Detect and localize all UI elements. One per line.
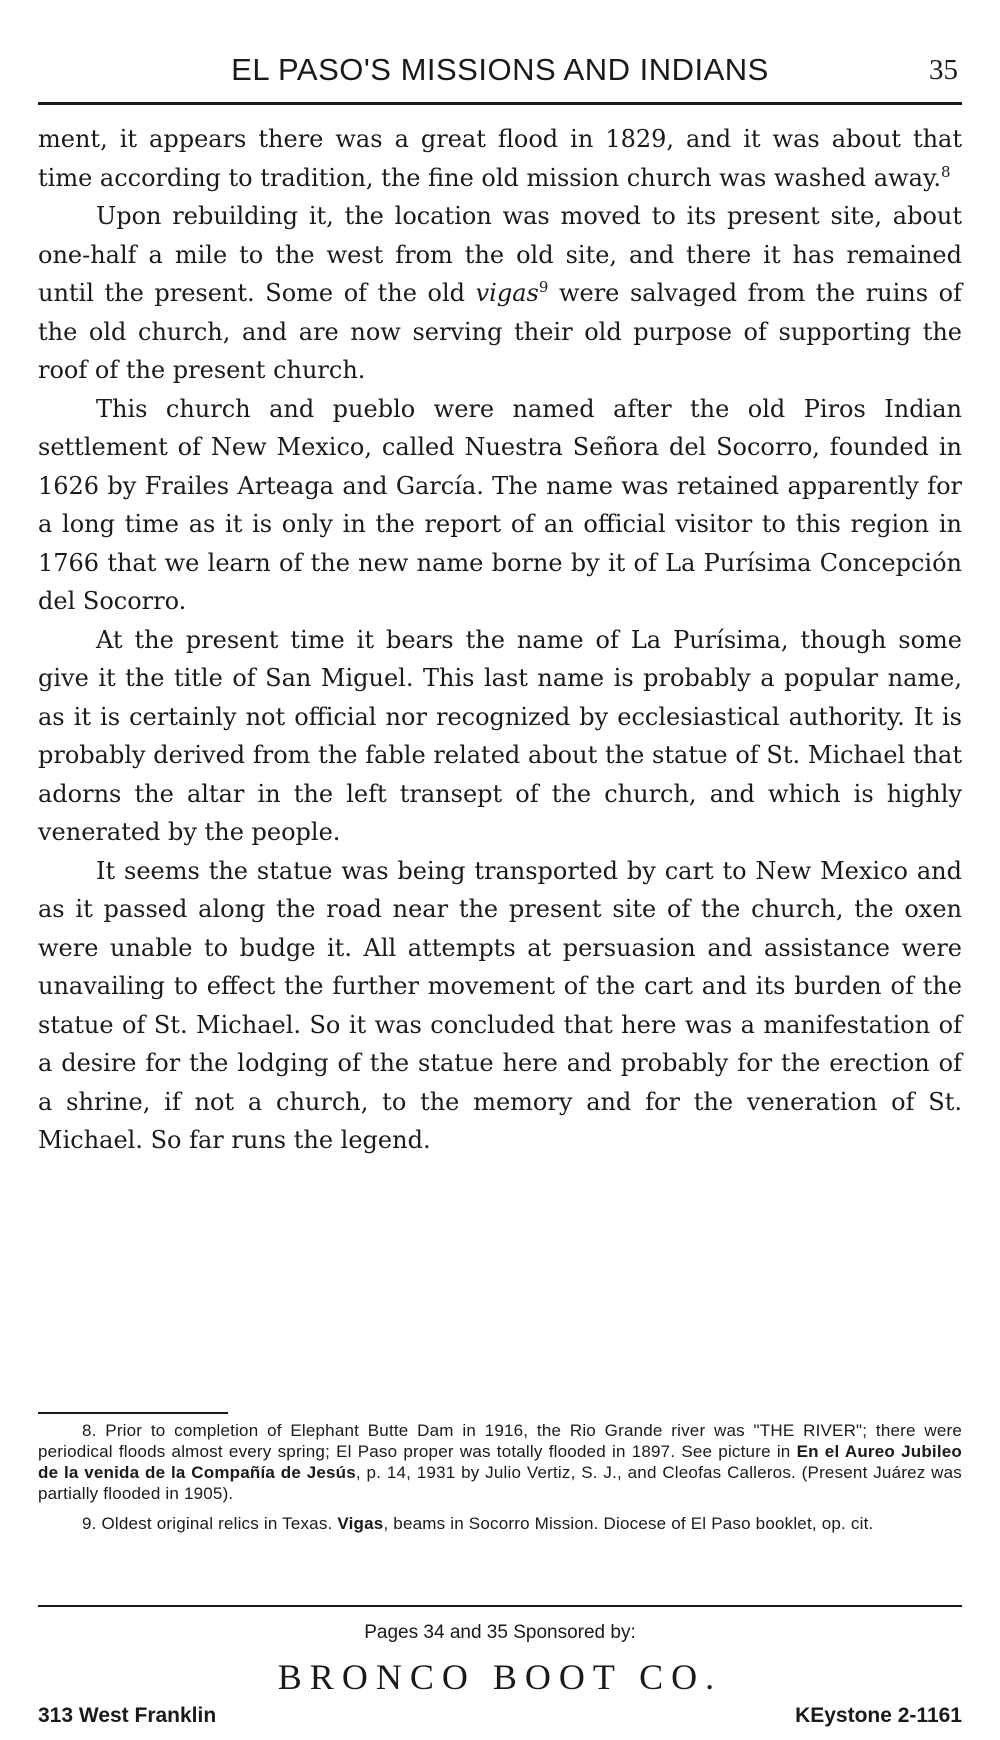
paragraph-4: At the present time it bears the name of La Purísima, though some give it the title of San Miguel. This last name is probably a popular name, as it is certainly not official nor recognized by ecclesiastical authority. It is probably derived from the fable related about the statue of St. Michael that adorns the altar in the left transept of the church, and which is highly venerated by the people. [38, 625, 962, 846]
book-page [38, 0, 962, 1740]
paragraph-2 [38, 197, 962, 390]
sponsor-rule [38, 1605, 962, 1607]
paragraph-5: It seems the statue was being transported by cart to New Mexico and as it passed along the road near the present site of the church, the oxen were unable to budge it. All attempts at persuasion and assistance were unavailing to effect the further movement of the cart and its burden of the statue of St. Michael. So it was concluded that here was a manifestation of a desire for the lodging of the statue here and probably for the erection of a shrine, if not a church, to the memory and for the veneration of St. Michael. So far runs the legend. [38, 856, 962, 1154]
paragraph-3: This church and pueblo were named after the old Piros Indian settlement of New Mexico, called Nuestra Señora del Socorro, founded in 1626 by Frailes Arteaga and García. The name was retained apparently for a long time as it is only in the report of an official visitor to this region in 1766 that we learn of the new name borne by it of La Purísima Concepción del Socorro. [38, 394, 962, 615]
paragraph-2-text-a: Upon rebuilding it, the location was moved to its present site, about one-half a mile to the west from the old site, and there it has remained until the present. Some of the old [38, 202, 962, 307]
header-rule [38, 102, 962, 105]
footnote-ref-8: 8 [940, 162, 951, 181]
footnote-8-text-b: , p. 14, 1931 by Julio Vertiz, S. J., and Cleofas Calleros. (Present Juárez was partially flooded in 1905). [38, 1463, 962, 1503]
footnote-8-book-title: En el Aureo Jubileo de la venida de la Compañía de Jesús [38, 1442, 962, 1482]
footnote-8-text-a: 8. Prior to completion of Elephant Butte Dam in 1916, the Rio Grande river was "THE RIVER"; there were periodical floods almost every spring; El Paso proper was totally flooded in 1897. See picture in [38, 1421, 962, 1461]
paragraph-2-text-b: were salvaged from the ruins of the old church, and are now serving their old purpose of supporting the roof of the present church. [38, 279, 962, 384]
paragraph-1 [38, 120, 962, 197]
running-title: EL PASO'S MISSIONS AND INDIANS [231, 52, 769, 87]
paragraph-1-text: ment, it appears there was a great flood in 1829, and it was about that time according to tradition, the fine old mission church was washed away. [38, 125, 962, 192]
sponsor-address: 313 West Franklin [38, 1704, 217, 1727]
footnote-9-text-a: 9. Oldest original relics in Texas. [82, 1514, 338, 1533]
footnote-9 [38, 1513, 962, 1534]
footnote-8 [38, 1420, 962, 1504]
sponsor-line: Pages 34 and 35 Sponsored by: [364, 1622, 636, 1643]
sponsor-name: BRONCO BOOT CO. [277, 1657, 723, 1697]
footnote-9-term: Vigas [337, 1514, 384, 1533]
page-number: 35 [929, 54, 958, 86]
running-head [38, 48, 962, 92]
footnotes [38, 1420, 962, 1543]
footnote-rule [38, 1412, 228, 1414]
body-text [38, 120, 962, 1160]
footnote-9-text-b: , beams in Socorro Mission. Diocese of El Paso booklet, op. cit. [383, 1514, 874, 1533]
sponsor-phone: KEystone 2-1161 [795, 1704, 962, 1727]
footnote-ref-9: 9 [538, 278, 549, 296]
term-vigas: vigas [475, 279, 539, 307]
